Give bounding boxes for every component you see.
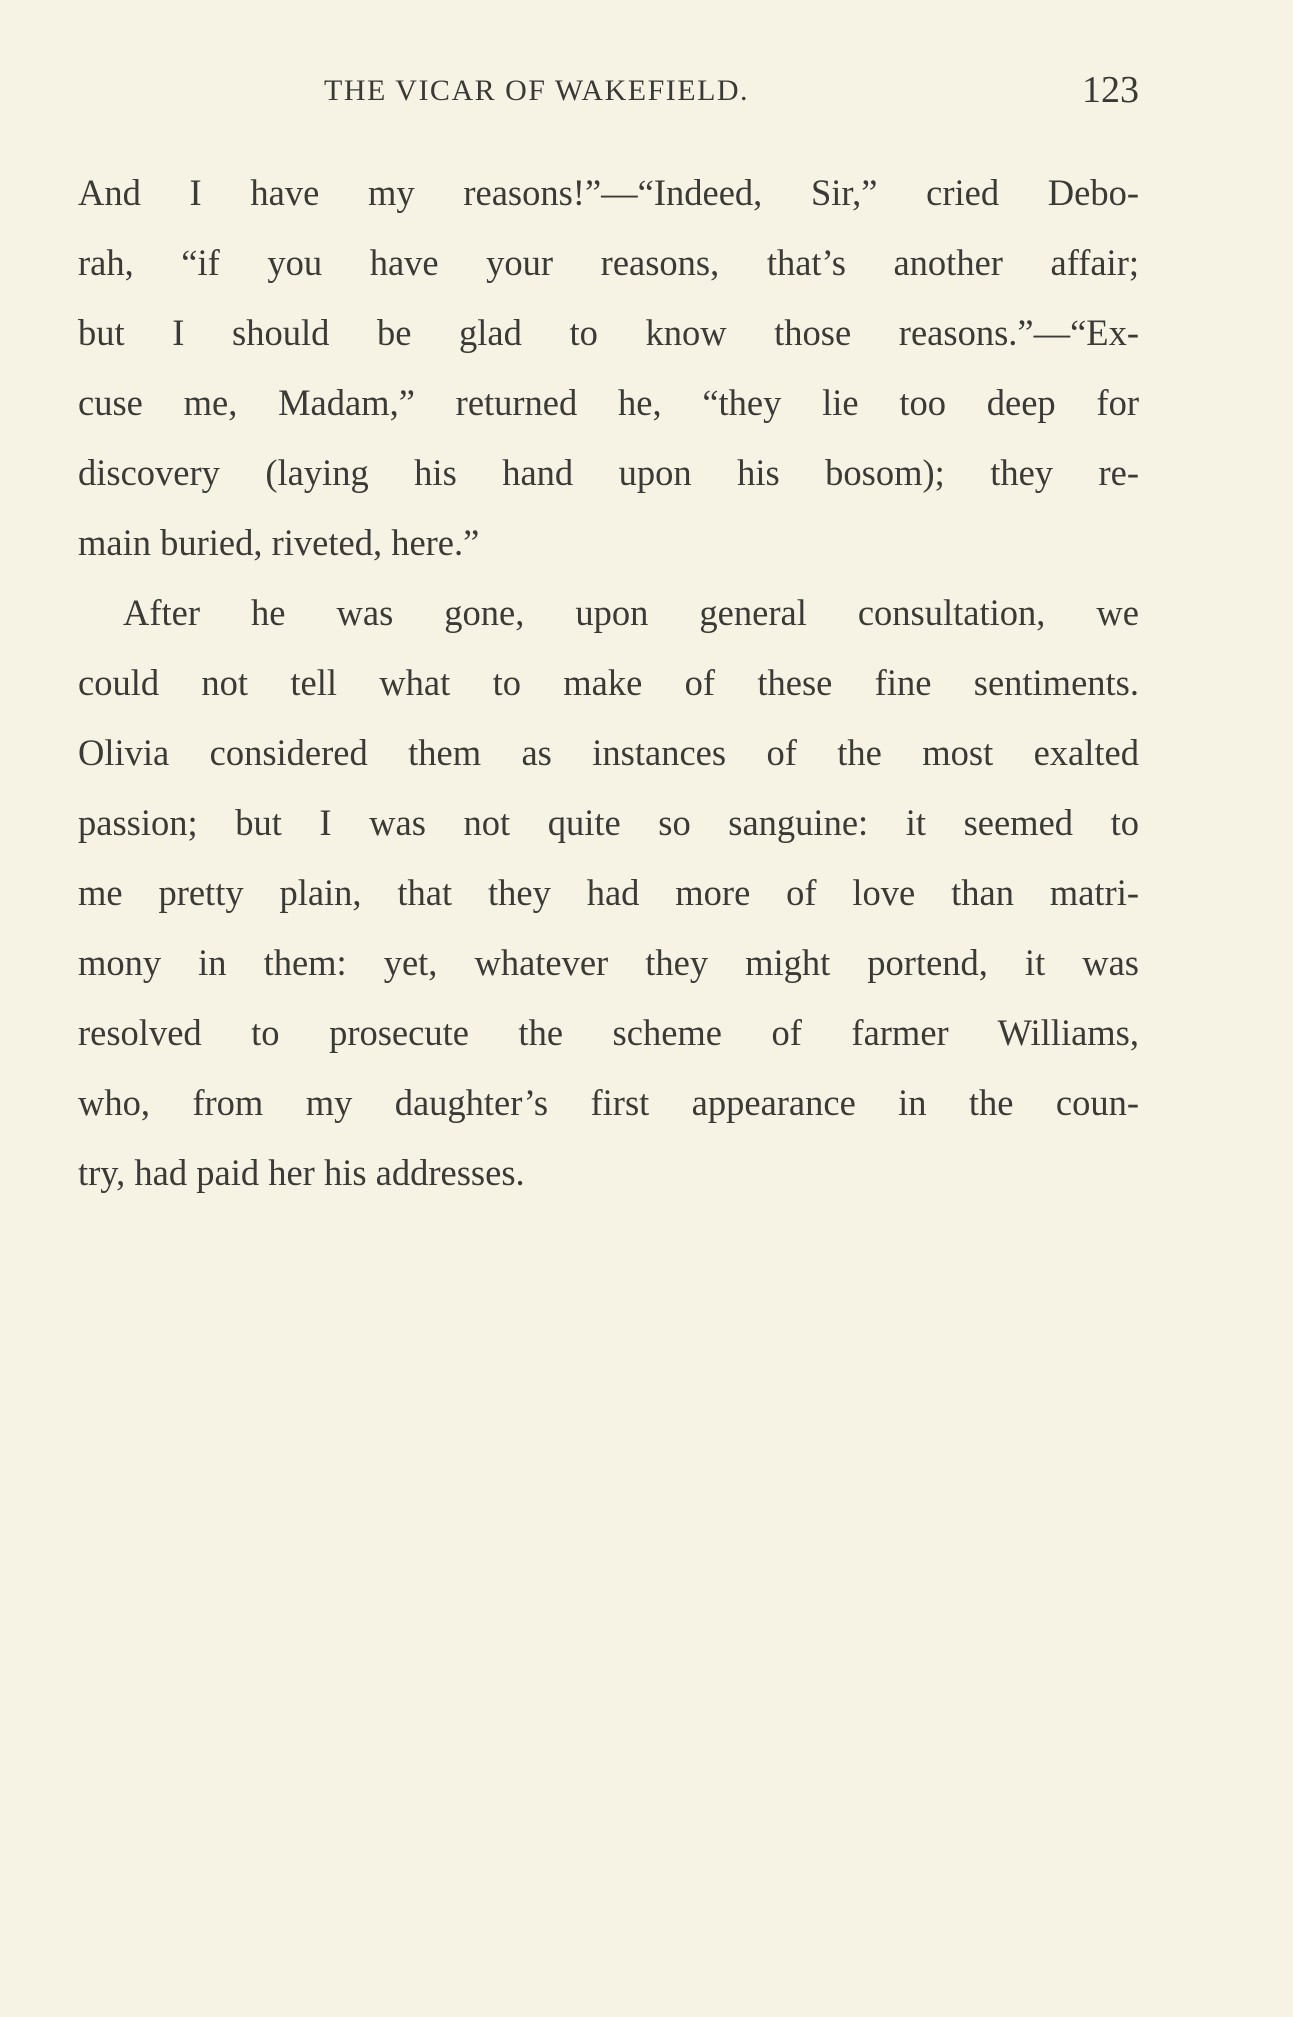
text-line: try, had paid her his addresses. — [78, 1152, 525, 1193]
text-line: who, from my daughter’s first appearance in the coun- — [78, 1082, 1139, 1123]
text-line: resolved to prosecute the scheme of farmer Williams, — [78, 1012, 1139, 1053]
text-line: main buried, riveted, here.” — [78, 522, 480, 563]
text-line: Olivia considered them as instances of the most exalted — [78, 732, 1139, 773]
text-line: could not tell what to make of these fine sentiments. — [78, 662, 1139, 703]
paragraph-1 — [78, 158, 1139, 578]
running-head — [78, 68, 1139, 118]
page-number: 123 — [1082, 69, 1139, 111]
text-line: cuse me, Madam,” returned he, “they lie too deep for — [78, 382, 1139, 423]
text-line: me pretty plain, that they had more of love than matri- — [78, 872, 1139, 913]
text-line: And I have my reasons!”—“Indeed, Sir,” cried Debo- — [78, 172, 1139, 213]
text-line: After he was gone, upon general consultation, we — [123, 592, 1139, 633]
text-line: passion; but I was not quite so sanguine: it seemed to — [78, 802, 1139, 843]
text-line: rah, “if you have your reasons, that’s another affair; — [78, 242, 1139, 283]
running-title: THE VICAR OF WAKEFIELD. — [324, 74, 750, 107]
text-line: but I should be glad to know those reasons.”—“Ex- — [78, 312, 1139, 353]
text-line: mony in them: yet, whatever they might portend, it was — [78, 942, 1139, 983]
text-line: discovery (laying his hand upon his bosom); they re- — [78, 452, 1139, 493]
paragraph-2 — [78, 578, 1139, 1208]
body-text — [78, 158, 1139, 1208]
